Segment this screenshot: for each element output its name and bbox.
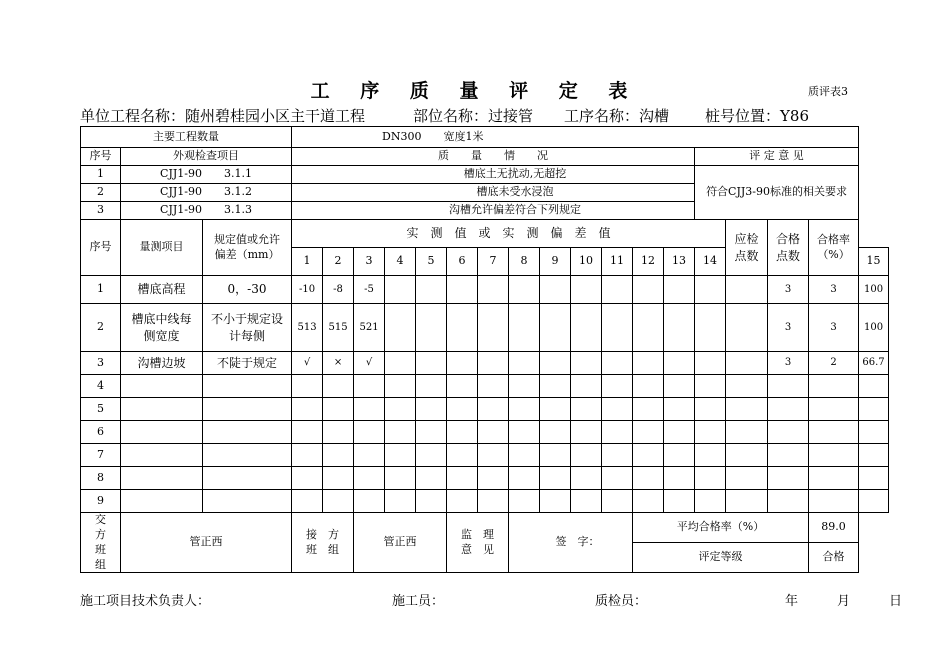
measure-row-pass-count xyxy=(809,444,859,467)
process-name: 工序名称：沟槽 xyxy=(564,107,670,125)
measured-value-cell xyxy=(509,304,540,352)
measure-row-allowance xyxy=(203,467,292,490)
measure-col-number: 4 xyxy=(385,248,416,276)
measured-value-cell xyxy=(416,398,447,421)
measured-value-cell xyxy=(633,304,664,352)
measured-value-cell xyxy=(664,304,695,352)
eval-header: 评 定 意 见 xyxy=(695,148,859,166)
measured-value-cell xyxy=(540,398,571,421)
measured-value-cell xyxy=(478,467,509,490)
measured-value-cell xyxy=(602,276,633,304)
measure-item-header: 量测项目 xyxy=(121,220,203,276)
measure-row xyxy=(81,421,889,444)
measured-value-cell xyxy=(695,352,726,375)
measured-value-cell xyxy=(385,375,416,398)
measure-row-allowance: 不小于规定设计每侧 xyxy=(203,304,292,352)
measured-value-cell xyxy=(478,421,509,444)
measured-value-cell xyxy=(509,276,540,304)
measured-value-cell xyxy=(695,375,726,398)
measured-value-cell xyxy=(602,444,633,467)
main-quantity-value: DN300 宽度1米 xyxy=(292,127,859,148)
measured-value-cell xyxy=(633,276,664,304)
measured-value-cell xyxy=(602,490,633,513)
measured-value-cell xyxy=(664,490,695,513)
measured-value-cell xyxy=(540,276,571,304)
measure-col-number: 15 xyxy=(859,248,889,276)
measured-value-cell xyxy=(571,467,602,490)
measure-row-should-check xyxy=(768,467,809,490)
measured-value-cell xyxy=(447,467,478,490)
measured-value-cell xyxy=(540,467,571,490)
quality-evaluation-table xyxy=(80,126,889,573)
measure-row xyxy=(81,398,889,421)
unit-project-name: 单位工程名称：随州碧桂园小区主干道工程 xyxy=(80,107,366,125)
measured-value-cell xyxy=(571,490,602,513)
tech-lead-label: 施工项目技术负责人： xyxy=(80,594,211,609)
measure-row xyxy=(81,375,889,398)
measure-row-seq: 1 xyxy=(81,276,121,304)
measured-value-cell xyxy=(354,398,385,421)
measured-value-cell xyxy=(416,444,447,467)
measure-row-should-check xyxy=(768,421,809,444)
measure-row-seq: 3 xyxy=(81,352,121,375)
measure-row-item: 槽底高程 xyxy=(121,276,203,304)
inspect-row-desc: 槽底土无扰动,无超挖 xyxy=(292,166,695,184)
measured-value-cell xyxy=(602,304,633,352)
measured-value-cell xyxy=(664,444,695,467)
measure-row-seq: 5 xyxy=(81,398,121,421)
date-label: 年 月 日 xyxy=(785,594,903,609)
measured-value-cell xyxy=(540,352,571,375)
measure-row-seq: 2 xyxy=(81,304,121,352)
measured-value-cell xyxy=(695,398,726,421)
measure-row-should-check xyxy=(768,444,809,467)
measure-row-pass-rate: 100 xyxy=(859,276,889,304)
inspect-row-standard: CJJ1-90 3.1.3 xyxy=(121,202,292,220)
average-pass-rate-value: 89.0 xyxy=(809,513,859,543)
measure-row-item xyxy=(121,375,203,398)
measure-row xyxy=(81,490,889,513)
measured-value-cell xyxy=(292,398,323,421)
measure-row-pass-count: 2 xyxy=(809,352,859,375)
measured-value-cell xyxy=(385,467,416,490)
measured-value-cell xyxy=(323,490,354,513)
part-name: 部位名称：过接管 xyxy=(413,107,534,125)
measured-value-cell xyxy=(385,421,416,444)
measured-value-cell xyxy=(695,467,726,490)
inspect-row-seq: 1 xyxy=(81,166,121,184)
measured-value-cell xyxy=(385,490,416,513)
measured-value-cell xyxy=(540,490,571,513)
measured-value-cell xyxy=(354,467,385,490)
measured-value-cell xyxy=(416,375,447,398)
measured-value-cell xyxy=(726,276,768,304)
measured-value-cell xyxy=(726,352,768,375)
measured-value-cell xyxy=(509,467,540,490)
hand-over-team-label: 交 方 班 组 xyxy=(81,513,121,573)
measure-row-allowance: 0，-30 xyxy=(203,276,292,304)
measured-value-cell xyxy=(447,276,478,304)
measured-value-cell xyxy=(478,444,509,467)
measured-value-cell xyxy=(416,421,447,444)
measure-row-should-check xyxy=(768,375,809,398)
measured-value-cell xyxy=(540,421,571,444)
measured-value-cell xyxy=(509,352,540,375)
measured-value-cell xyxy=(509,490,540,513)
pass-rate-header: 合格率（%） xyxy=(809,220,859,276)
measured-value-cell xyxy=(385,444,416,467)
measure-row-pass-count xyxy=(809,490,859,513)
measure-row-allowance xyxy=(203,444,292,467)
measure-row-item xyxy=(121,421,203,444)
measured-value-cell xyxy=(416,352,447,375)
measured-value-cell xyxy=(292,375,323,398)
grade-value: 合格 xyxy=(809,543,859,573)
measured-value-cell xyxy=(416,490,447,513)
inspect-row-seq: 2 xyxy=(81,184,121,202)
measured-value-cell xyxy=(354,421,385,444)
measure-col-number: 10 xyxy=(571,248,602,276)
measured-value-cell: -8 xyxy=(323,276,354,304)
measured-values-header: 实 测 值 或 实 测 偏 差 值 xyxy=(292,220,726,248)
measured-value-cell xyxy=(571,276,602,304)
measured-value-cell xyxy=(571,421,602,444)
measured-value-cell xyxy=(416,304,447,352)
measured-value-cell xyxy=(292,467,323,490)
measure-col-number: 6 xyxy=(447,248,478,276)
measured-value-cell: -10 xyxy=(292,276,323,304)
measured-value-cell xyxy=(633,352,664,375)
measure-col-number: 1 xyxy=(292,248,323,276)
measured-value-cell xyxy=(633,444,664,467)
measured-value-cell xyxy=(323,467,354,490)
measure-row-pass-rate xyxy=(859,375,889,398)
measured-value-cell xyxy=(664,352,695,375)
measure-row-pass-rate: 100 xyxy=(859,304,889,352)
measured-value-cell: √ xyxy=(292,352,323,375)
measured-value-cell xyxy=(602,352,633,375)
measure-row-allowance xyxy=(203,398,292,421)
form-number: 质评表3 xyxy=(808,85,848,98)
measured-value-cell: -5 xyxy=(354,276,385,304)
measure-row-item xyxy=(121,467,203,490)
measured-value-cell xyxy=(726,467,768,490)
measure-col-number: 7 xyxy=(478,248,509,276)
worker-label: 施工员： xyxy=(392,594,445,609)
measure-row-pass-count: 3 xyxy=(809,304,859,352)
measured-value-cell xyxy=(354,444,385,467)
measured-value-cell xyxy=(478,398,509,421)
measured-value-cell: √ xyxy=(354,352,385,375)
measure-row-allowance xyxy=(203,490,292,513)
measure-row-pass-count xyxy=(809,421,859,444)
measure-row-item: 槽底中线每侧宽度 xyxy=(121,304,203,352)
inspect-row-desc: 沟槽允许偏差符合下列规定 xyxy=(292,202,695,220)
measured-value-cell xyxy=(726,304,768,352)
measure-row-pass-rate xyxy=(859,444,889,467)
inspect-row-desc: 槽底未受水浸泡 xyxy=(292,184,695,202)
measured-value-cell xyxy=(602,421,633,444)
measured-value-cell xyxy=(509,398,540,421)
measure-row-pass-rate xyxy=(859,421,889,444)
average-pass-rate-label: 平均合格率（%） xyxy=(633,513,809,543)
grade-label: 评定等级 xyxy=(633,543,809,573)
measured-value-cell xyxy=(633,467,664,490)
measure-col-number: 8 xyxy=(509,248,540,276)
measured-value-cell xyxy=(416,467,447,490)
measure-seq-header: 序号 xyxy=(81,220,121,276)
measure-row-allowance xyxy=(203,375,292,398)
measure-row-seq: 7 xyxy=(81,444,121,467)
measured-value-cell xyxy=(478,276,509,304)
measured-value-cell xyxy=(602,467,633,490)
inspector-label: 质检员： xyxy=(595,594,648,609)
hand-over-team-name: 管正西 xyxy=(121,513,292,573)
measured-value-cell xyxy=(540,304,571,352)
measure-row-should-check xyxy=(768,490,809,513)
measured-value-cell xyxy=(478,490,509,513)
measured-value-cell xyxy=(571,398,602,421)
measured-value-cell xyxy=(726,421,768,444)
measured-value-cell xyxy=(633,421,664,444)
measured-value-cell xyxy=(571,375,602,398)
measured-value-cell xyxy=(571,444,602,467)
pass-count-header: 合格点数 xyxy=(768,220,809,276)
measured-value-cell xyxy=(385,276,416,304)
measure-row-allowance: 不陡于规定 xyxy=(203,352,292,375)
measure-row-pass-rate: 66.7 xyxy=(859,352,889,375)
inspect-seq-header: 序号 xyxy=(81,148,121,166)
receive-team-name: 管正西 xyxy=(354,513,447,573)
measured-value-cell xyxy=(695,304,726,352)
measure-row-should-check: 3 xyxy=(768,304,809,352)
measure-row-pass-count xyxy=(809,375,859,398)
measured-value-cell xyxy=(633,375,664,398)
measure-col-number: 12 xyxy=(633,248,664,276)
measure-row-should-check: 3 xyxy=(768,276,809,304)
measured-value-cell xyxy=(478,375,509,398)
measured-value-cell xyxy=(540,444,571,467)
measured-value-cell xyxy=(695,444,726,467)
measure-row-item xyxy=(121,490,203,513)
quality-header: 质 量 情 况 xyxy=(292,148,695,166)
measure-row-seq: 6 xyxy=(81,421,121,444)
measure-row-pass-count xyxy=(809,467,859,490)
eval-opinion: 符合CJJ3-90标准的相关要求 xyxy=(695,166,859,220)
measured-value-cell xyxy=(540,375,571,398)
measure-row-allowance xyxy=(203,421,292,444)
measured-value-cell xyxy=(323,398,354,421)
measured-value-cell xyxy=(447,375,478,398)
measured-value-cell xyxy=(571,304,602,352)
measure-row xyxy=(81,276,889,304)
measured-value-cell xyxy=(354,490,385,513)
measured-value-cell xyxy=(695,421,726,444)
measured-value-cell xyxy=(695,276,726,304)
measure-col-number: 13 xyxy=(664,248,695,276)
measured-value-cell xyxy=(602,375,633,398)
measured-value-cell xyxy=(416,276,447,304)
measured-value-cell xyxy=(633,398,664,421)
measured-value-cell xyxy=(323,444,354,467)
measure-row xyxy=(81,352,889,375)
allowance-header: 规定值或允许偏差（mm） xyxy=(203,220,292,276)
measure-row-pass-rate xyxy=(859,398,889,421)
measured-value-cell xyxy=(509,421,540,444)
measure-row-should-check: 3 xyxy=(768,352,809,375)
measure-row-item: 沟槽边坡 xyxy=(121,352,203,375)
measured-value-cell xyxy=(726,490,768,513)
should-check-header: 应检点数 xyxy=(726,220,768,276)
measure-row-pass-rate xyxy=(859,490,889,513)
measured-value-cell xyxy=(726,444,768,467)
main-quantity-label: 主要工程数量 xyxy=(81,127,292,148)
measured-value-cell xyxy=(664,467,695,490)
measure-row-seq: 4 xyxy=(81,375,121,398)
measure-col-number: 3 xyxy=(354,248,385,276)
measure-col-number: 14 xyxy=(695,248,726,276)
measured-value-cell xyxy=(571,352,602,375)
measured-value-cell xyxy=(447,304,478,352)
measured-value-cell xyxy=(478,304,509,352)
measured-value-cell xyxy=(633,490,664,513)
measured-value-cell xyxy=(726,375,768,398)
signature-label: 签 字： xyxy=(509,513,633,573)
measure-row xyxy=(81,444,889,467)
measure-row-seq: 9 xyxy=(81,490,121,513)
measured-value-cell xyxy=(447,444,478,467)
measure-row-pass-count xyxy=(809,398,859,421)
measure-row-item xyxy=(121,444,203,467)
measure-col-number: 2 xyxy=(323,248,354,276)
measured-value-cell xyxy=(354,375,385,398)
measured-value-cell xyxy=(385,304,416,352)
measure-row-item xyxy=(121,398,203,421)
measured-value-cell xyxy=(292,490,323,513)
measured-value-cell: 515 xyxy=(323,304,354,352)
measure-row-pass-rate xyxy=(859,467,889,490)
measured-value-cell xyxy=(447,490,478,513)
measure-row-should-check xyxy=(768,398,809,421)
supervision-label: 监 理 意 见 xyxy=(447,513,509,573)
measured-value-cell xyxy=(385,352,416,375)
measured-value-cell xyxy=(323,375,354,398)
measure-row-seq: 8 xyxy=(81,467,121,490)
measure-row xyxy=(81,304,889,352)
measured-value-cell xyxy=(509,444,540,467)
page-title: 工 序 质 量 评 定 表 xyxy=(310,80,640,102)
measured-value-cell: × xyxy=(323,352,354,375)
inspect-row-seq: 3 xyxy=(81,202,121,220)
measure-row xyxy=(81,467,889,490)
measure-col-number: 11 xyxy=(602,248,633,276)
inspect-row-standard: CJJ1-90 3.1.2 xyxy=(121,184,292,202)
measure-col-number: 5 xyxy=(416,248,447,276)
measured-value-cell xyxy=(447,398,478,421)
measured-value-cell xyxy=(385,398,416,421)
measured-value-cell xyxy=(292,421,323,444)
measured-value-cell xyxy=(664,398,695,421)
measured-value-cell: 513 xyxy=(292,304,323,352)
measured-value-cell: 521 xyxy=(354,304,385,352)
measured-value-cell xyxy=(664,421,695,444)
measured-value-cell xyxy=(447,352,478,375)
measured-value-cell xyxy=(726,398,768,421)
station-position: 桩号位置：Y86 xyxy=(705,107,809,125)
measured-value-cell xyxy=(478,352,509,375)
measured-value-cell xyxy=(664,276,695,304)
measured-value-cell xyxy=(447,421,478,444)
measure-row-pass-count: 3 xyxy=(809,276,859,304)
inspect-item-header: 外观检查项目 xyxy=(121,148,292,166)
receive-team-label: 接 方 班 组 xyxy=(292,513,354,573)
inspect-row-standard: CJJ1-90 3.1.1 xyxy=(121,166,292,184)
measured-value-cell xyxy=(292,444,323,467)
measured-value-cell xyxy=(602,398,633,421)
measured-value-cell xyxy=(664,375,695,398)
measured-value-cell xyxy=(323,421,354,444)
measured-value-cell xyxy=(695,490,726,513)
measure-col-number: 9 xyxy=(540,248,571,276)
measured-value-cell xyxy=(509,375,540,398)
